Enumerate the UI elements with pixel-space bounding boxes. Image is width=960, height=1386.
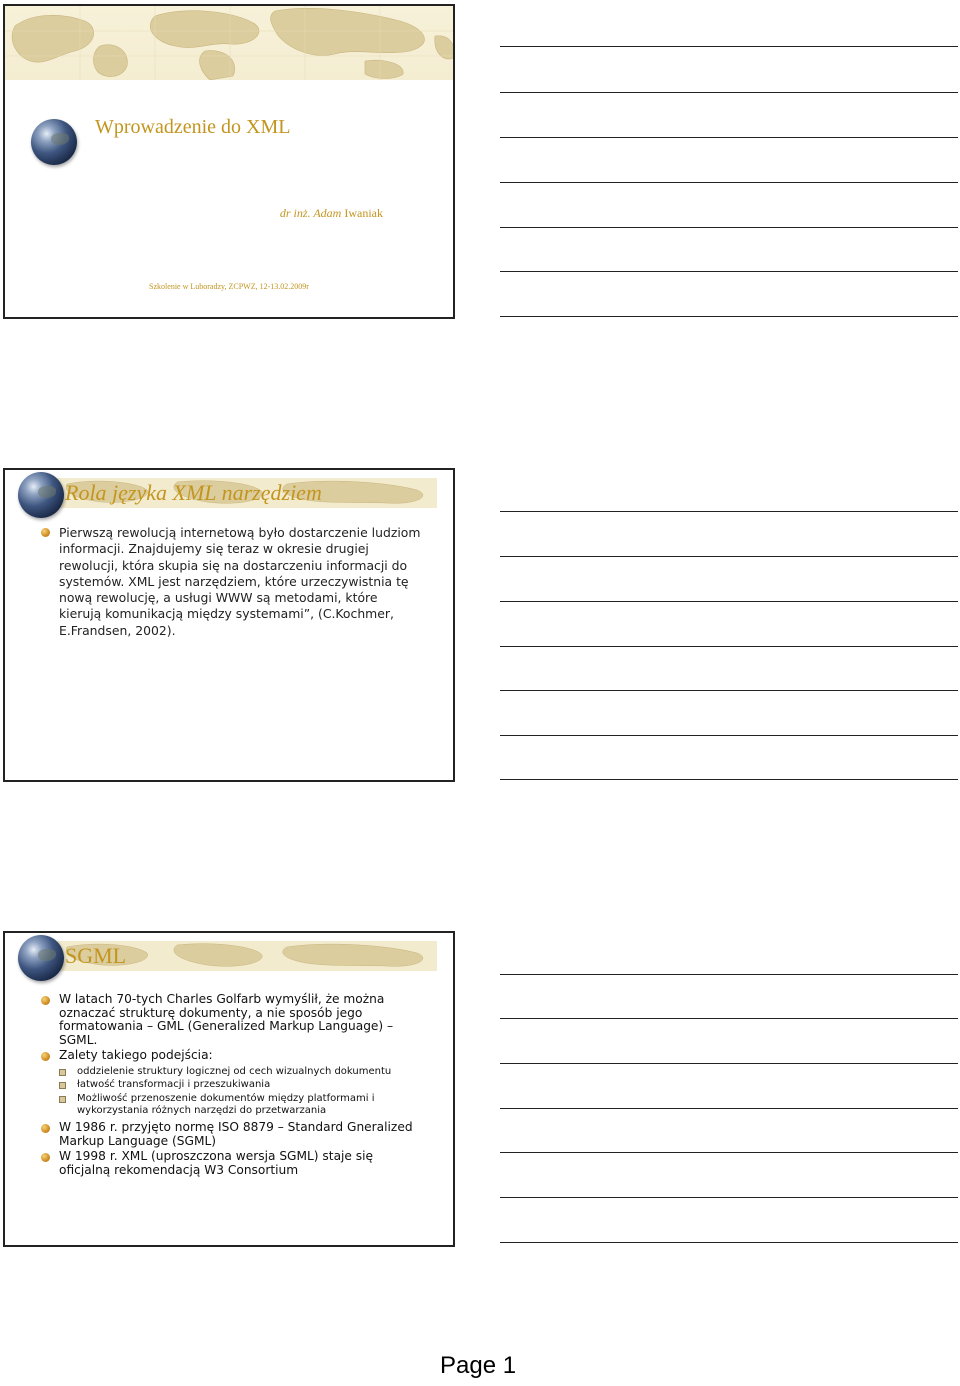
bullet-text: W 1998 r. XML (uproszczona wersja SGML) staje się oficjalną rekomendacją W3 Consortium	[59, 1149, 374, 1177]
square-bullet-icon	[59, 1069, 66, 1076]
world-map-icon	[5, 6, 453, 80]
note-line	[500, 316, 958, 317]
square-bullet-icon	[59, 1082, 66, 1089]
sub-bullet-text: Możliwość przenoszenie dokumentów między platformami i wykorzystania różnych narzędzi do przetwarzania	[77, 1092, 375, 1117]
list-item	[41, 1121, 423, 1148]
note-line	[500, 690, 958, 691]
slide-title: Rola języka XML narzędziem	[65, 480, 322, 505]
list-item	[41, 525, 423, 639]
note-line	[500, 227, 958, 228]
square-bullet-icon	[59, 1096, 66, 1103]
author-surname: Iwaniak	[344, 206, 383, 220]
orange-dot-bullet-icon	[41, 1124, 50, 1133]
slide-main-title: Wprowadzenie do XML	[95, 116, 291, 138]
list-item	[41, 993, 423, 1047]
note-line	[500, 137, 958, 138]
note-line	[500, 271, 958, 272]
sub-bullet-list	[59, 1066, 423, 1118]
globe-icon	[18, 472, 64, 518]
globe-icon	[31, 119, 77, 165]
author-prefix: dr inż. Adam	[279, 206, 342, 220]
sub-bullet-text: oddzielenie struktury logicznej od cech wizualnych dokumentu	[77, 1065, 392, 1077]
note-line	[500, 511, 958, 512]
bullet-text: Zalety takiego podejścia:	[59, 1048, 213, 1063]
page-number: Page 1	[440, 1352, 517, 1379]
sub-list-item	[59, 1066, 423, 1079]
bullet-text: W 1986 r. przyjęto normę ISO 8879 – Standard Gneralized Markup Language (SGML)	[59, 1119, 413, 1148]
globe-icon	[18, 935, 64, 981]
note-line	[500, 1108, 958, 1109]
note-line	[500, 1018, 958, 1019]
slide-title-page	[3, 4, 455, 319]
world-map-banner	[5, 6, 453, 80]
orange-dot-bullet-icon	[41, 1153, 50, 1162]
note-line	[500, 556, 958, 557]
bullet-text: W latach 70-tych Charles Golfarb wymyślił, że można oznaczać strukturę dokumenty, a nie sposób jego formatowania – GML (Generalized Markup Language) – SGML.	[59, 992, 394, 1047]
note-line	[500, 601, 958, 602]
list-item	[41, 1150, 423, 1177]
slide-xml-role	[3, 468, 455, 782]
orange-dot-bullet-icon	[41, 528, 50, 537]
orange-dot-bullet-icon	[41, 996, 50, 1005]
slide-title: SGML	[65, 943, 127, 968]
slide-footer: Szkolenie w Luboradzy, ZCPWZ, 12-13.02.2009r	[149, 282, 309, 291]
note-line	[500, 182, 958, 183]
bullet-list	[41, 993, 423, 1179]
note-line	[500, 646, 958, 647]
sub-list-item	[59, 1079, 423, 1092]
note-line	[500, 974, 958, 975]
bullet-text: Pierwszą rewolucją internetową było dostarczenie ludziom informacji. Znajdujemy się teraz w okresie drugiej rewolucji, która skupia się na dostarczeniu informacji do systemów. XML jest narzędziem, które urzeczywistnia tę nową rewolucję, a usługi WWW są metodami, które kierują komunikacją między systemami”, (C.Kochmer, E.Frandsen, 2002).	[59, 525, 421, 638]
note-line	[500, 735, 958, 736]
note-line	[500, 1242, 958, 1243]
orange-dot-bullet-icon	[41, 1052, 50, 1061]
note-line	[500, 1152, 958, 1153]
note-line	[500, 46, 958, 47]
note-line	[500, 1063, 958, 1064]
note-line	[500, 92, 958, 93]
note-line	[500, 779, 958, 780]
sub-bullet-text: łatwość transformacji i przeszukiwania	[77, 1079, 271, 1091]
author-name	[280, 206, 383, 221]
bullet-list	[41, 525, 423, 639]
sub-list-item	[59, 1093, 423, 1118]
list-item	[41, 1049, 423, 1118]
note-line	[500, 1197, 958, 1198]
slide-sgml	[3, 931, 455, 1247]
